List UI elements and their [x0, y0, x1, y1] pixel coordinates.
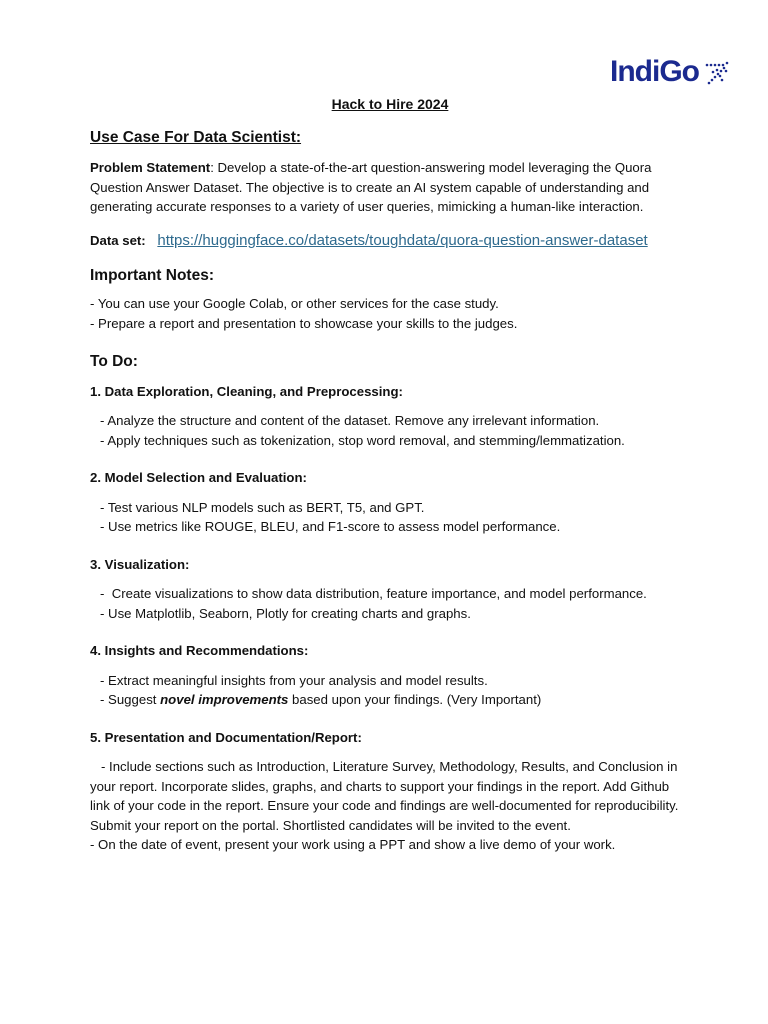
- list-item: [100, 690, 690, 710]
- list-item: - You can use your Google Colab, or other services for the case study.: [90, 296, 499, 311]
- suggest-after: based upon your findings. (Very Important): [288, 692, 542, 707]
- list-item: - On the date of event, present your work using a PPT and show a live demo of your work.: [90, 837, 616, 852]
- list-item: - Include sections such as Introduction, Literature Survey, Methodology, Results, and Conclusion in your report. Incorporate slides, graphs, and charts to support your findings in the report. Add Github link of your code in the report. Ensure your code and findings are well-documented for reproducibility. Submit your report on the portal. Shortlisted candidates will be invited to the event.: [90, 759, 683, 833]
- list-item: - Create visualizations to show data distribution, feature importance, and model performance.: [100, 586, 647, 601]
- step-heading: 2. Model Selection and Evaluation:: [90, 470, 307, 485]
- notes-list: [90, 294, 690, 333]
- list-item: - Prepare a report and presentation to showcase your skills to the judges.: [90, 315, 518, 331]
- step-heading: 5. Presentation and Documentation/Report:: [90, 729, 362, 745]
- logo-text: IndiGo: [610, 55, 699, 88]
- step-heading: 4. Insights and Recommendations:: [90, 643, 309, 658]
- list-item: - Use Matplotlib, Seaborn, Plotly for creating charts and graphs.: [100, 605, 471, 621]
- use-case-heading: Use Case For Data Scientist:: [90, 128, 302, 146]
- list-item: - Analyze the structure and content of the dataset. Remove any irrelevant information.: [100, 413, 600, 428]
- dataset-label: Data set:: [90, 232, 146, 248]
- notes-heading: Important Notes:: [90, 266, 214, 284]
- list-item: - Use metrics like ROUGE, BLEU, and F1-score to assess model performance.: [100, 519, 561, 534]
- list-item: - Extract meaningful insights from your analysis and model results.: [100, 672, 488, 688]
- list-item: - Test various NLP models such as BERT, T5, and GPT.: [100, 499, 425, 515]
- step-heading: 3. Visualization:: [90, 556, 190, 572]
- page-title: Hack to Hire 2024: [331, 96, 449, 112]
- todo-heading: To Do:: [90, 353, 138, 370]
- step-list: [90, 584, 690, 623]
- step-list: [90, 671, 690, 710]
- problem-label: Problem Statement: [90, 160, 211, 175]
- step-list: [90, 411, 690, 450]
- step-list: [90, 757, 690, 855]
- suggest-before: - Suggest: [100, 692, 161, 707]
- dataset-line: [90, 229, 690, 252]
- suggest-emphasis: novel improvements: [160, 692, 289, 707]
- problem-text: : Develop a state-of-the-art question-answering model leveraging the Quora Question Answer Dataset. The objective is to create an AI system capable of understanding and generating accurate responses to a variety of user queries, mimicking a human-like interaction.: [90, 160, 652, 214]
- document-page: [90, 95, 690, 855]
- dataset-link[interactable]: https://huggingface.co/datasets/toughdata/quora-question-answer-dataset: [157, 231, 648, 249]
- plane-dots-icon: [703, 59, 731, 85]
- indigo-logo: [610, 57, 731, 87]
- step-heading: 1. Data Exploration, Cleaning, and Preprocessing:: [90, 383, 403, 399]
- list-item: - Apply techniques such as tokenization, stop word removal, and stemming/lemmatization.: [100, 432, 625, 448]
- step-list: [90, 498, 690, 537]
- problem-statement: [90, 158, 690, 217]
